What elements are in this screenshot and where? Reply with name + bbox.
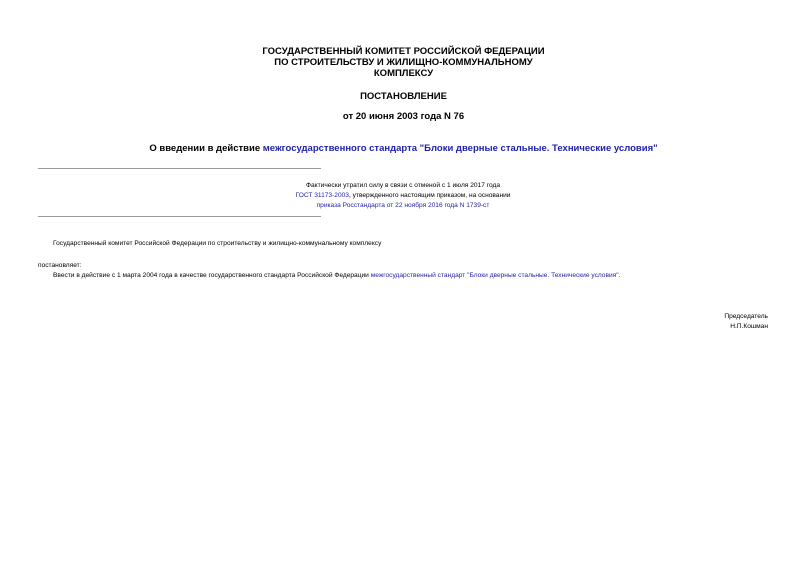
decree-paragraph — [53, 271, 620, 280]
header-line-2: ПО СТРОИТЕЛЬСТВУ И ЖИЛИЩНО-КОММУНАЛЬНОМУ — [274, 57, 533, 68]
status-note-line-3 — [140, 201, 666, 210]
intro-paragraph: Государственный комитет Российской Федерации по строительству и жилищно-коммунальному комплексу — [53, 240, 382, 247]
signature-position: Председатель — [724, 313, 768, 320]
status-note-line-2 — [140, 191, 666, 200]
resolves-label: постановляет: — [38, 262, 82, 269]
rosstandart-order-link[interactable]: приказа Росстандарта от 22 ноября 2016 года N 1739-ст — [316, 202, 490, 209]
signature-name: Н.П.Кошман — [730, 323, 768, 330]
header-line-3: КОМПЛЕКСУ — [373, 68, 434, 79]
decree-text: Ввести в действие с 1 марта 2004 года в качестве государственного стандарта Российской Федерации — [53, 272, 371, 279]
document-type: ПОСТАНОВЛЕНИЕ — [360, 91, 447, 102]
status-note-line-2-text: , утвержденного настоящим приказом, на основании — [348, 192, 511, 199]
status-note-line-1: Фактически утратил силу в связи с отменой с 1 июля 2017 года — [305, 182, 500, 189]
title-prefix: О введении в действие — [149, 143, 263, 154]
gost-link[interactable]: ГОСТ 31173-2003 — [295, 192, 349, 199]
header-line-1: ГОСУДАРСТВЕННЫЙ КОМИТЕТ РОССИЙСКОЙ ФЕДЕРАЦИИ — [262, 46, 545, 57]
title-standard-link[interactable]: межгосударственного стандарта "Блоки дверные стальные. Технические условия" — [262, 143, 658, 154]
document-date: от 20 июня 2003 года N 76 — [342, 111, 465, 122]
top-divider — [38, 168, 321, 169]
bottom-divider — [38, 216, 321, 217]
decree-end: . — [618, 272, 621, 279]
decree-standard-link[interactable]: межгосударственный стандарт "Блоки дверные стальные. Технические условия" — [370, 272, 619, 279]
document-title — [0, 143, 807, 154]
